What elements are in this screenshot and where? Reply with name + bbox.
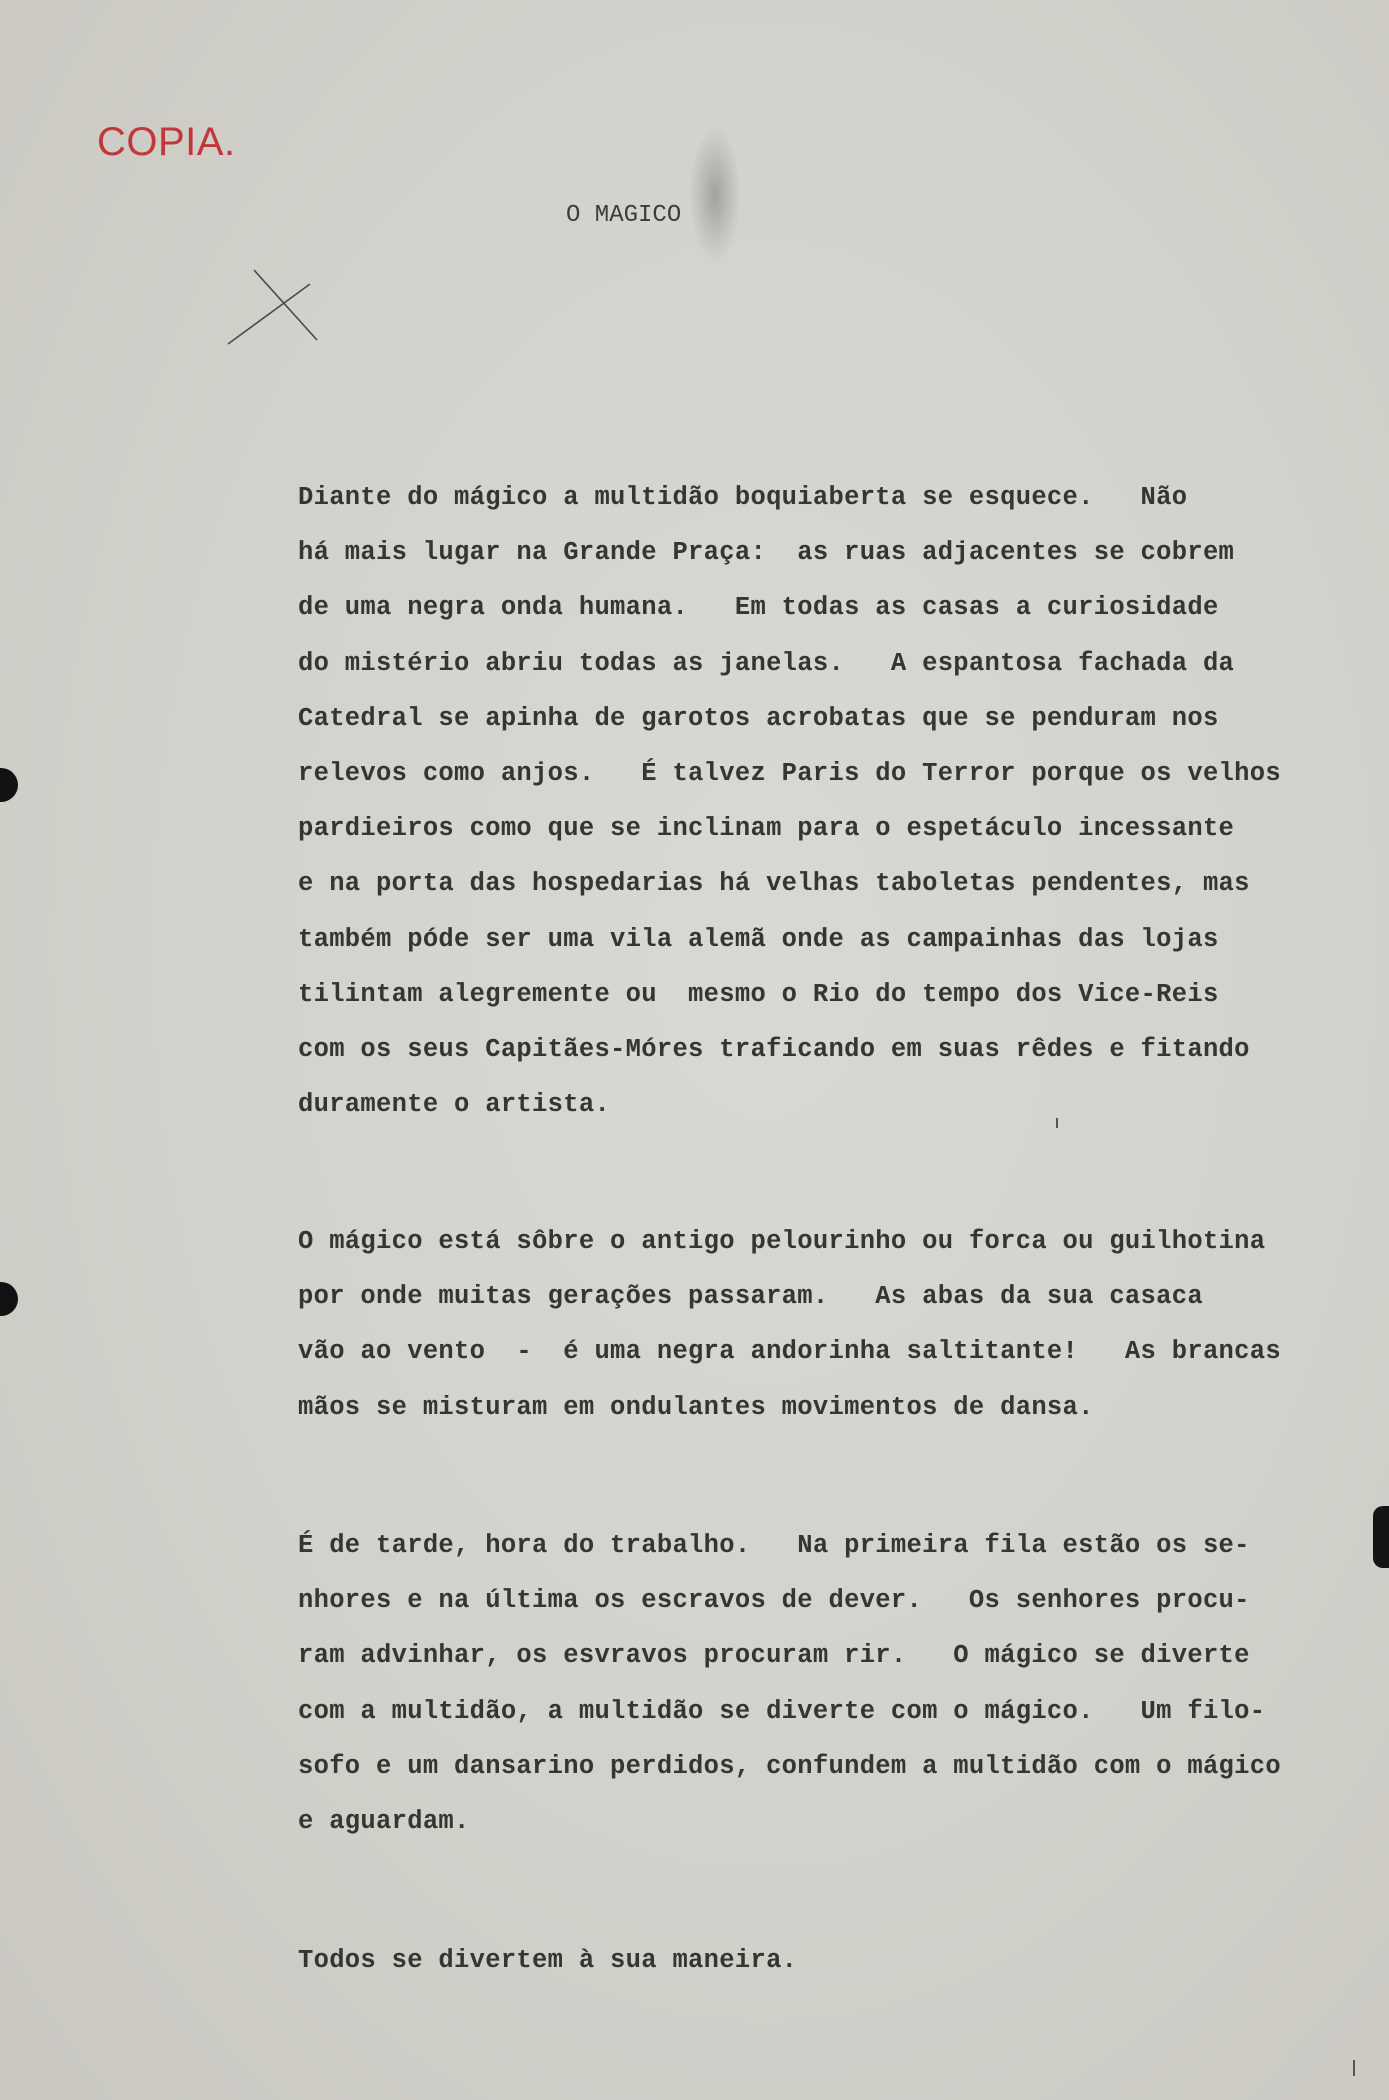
text-line: O mágico está sôbre o antigo pelourinho ou forca ou guilhotina [298, 1227, 1266, 1256]
text-line: nhores e na última os escravos de dever. Os senhores procu- [298, 1586, 1250, 1616]
text-line: do mistério abriu todas as janelas. A espantosa fachada da [298, 648, 1235, 678]
text-line: com os seus Capitães-Móres traficando em suas rêdes e fitando [298, 1035, 1250, 1065]
text-line: de uma negra onda humana. Em todas as casas a curiosidade [298, 593, 1219, 623]
text-line: ram advinhar, os esvravos procuram rir. O mágico se diverte [298, 1641, 1250, 1671]
text-line: É de tarde, hora do trabalho. Na primeira fila estão os se- [298, 1531, 1250, 1560]
text-line: sofo e um dansarino perdidos, confundem a multidão com o mágico [298, 1751, 1281, 1781]
ink-smudge [690, 130, 740, 260]
text-line: há mais lugar na Grande Praça: as ruas adjacentes se cobrem [298, 538, 1235, 568]
punch-hole-lower [0, 1282, 18, 1316]
text-line: e aguardam. [298, 1807, 470, 1837]
pencil-cross-mark [222, 262, 322, 352]
text-line: tilintam alegremente ou mesmo o Rio do tempo dos Vice-Reis [298, 979, 1219, 1009]
paragraph-2 [298, 1214, 1358, 1435]
paragraph-3 [298, 1518, 1358, 1849]
edge-tear-mark [1373, 1506, 1389, 1568]
copia-stamp: COPIA. [97, 120, 236, 164]
text-line: também póde ser uma vila alemã onde as campainhas das lojas [298, 924, 1219, 954]
text-line: Catedral se apinha de garotos acrobatas que se penduram nos [298, 703, 1219, 733]
text-line: duramente o artista. [298, 1090, 611, 1120]
text-line: relevos como anjos. É talvez Paris do Terror porque os velhos [298, 759, 1281, 789]
paragraph-4 [298, 1933, 1358, 1988]
text-line: por onde muitas gerações passaram. As abas da sua casaca [298, 1282, 1203, 1312]
text-line: com a multidão, a multidão se diverte com o mágico. Um filo- [298, 1696, 1266, 1726]
text-line: vão ao vento - é uma negra andorinha saltitante! As brancas [298, 1337, 1281, 1367]
text-line: Todos se divertem à sua maneira. [298, 1946, 798, 1975]
margin-mark [1353, 2060, 1355, 2076]
text-line: e na porta das hospedarias há velhas taboletas pendentes, mas [298, 869, 1250, 899]
punch-hole-upper [0, 768, 18, 802]
text-line: mãos se misturam em ondulantes movimentos de dansa. [298, 1392, 1094, 1422]
text-line: pardieiros como que se inclinam para o espetáculo incessante [298, 814, 1235, 844]
paragraph-1 [298, 470, 1358, 1132]
text-line: Diante do mágico a multidão boquiaberta se esquece. Não [298, 483, 1188, 512]
document-title: O MAGICO [566, 202, 682, 229]
